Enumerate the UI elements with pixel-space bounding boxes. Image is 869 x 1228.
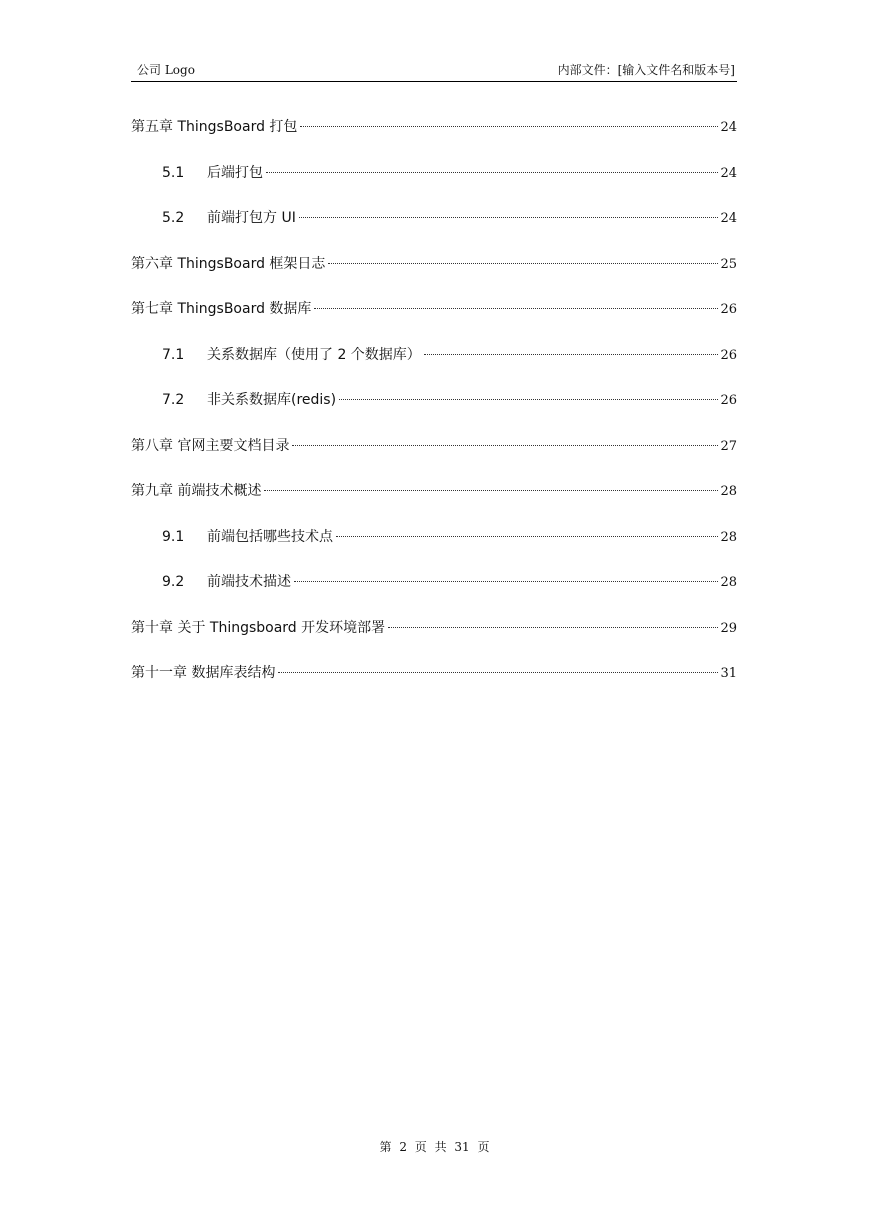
- toc-dot-leader: [336, 536, 718, 537]
- toc-entry-page-number: 28: [720, 484, 737, 499]
- toc-entry[interactable]: [131, 343, 737, 389]
- toc-entry[interactable]: [131, 616, 737, 662]
- toc-entry-title: 第十章 关于 Thingsboard 开发环境部署: [131, 619, 386, 636]
- toc-dot-leader: [328, 263, 718, 264]
- toc-entry[interactable]: [131, 661, 737, 707]
- toc-dot-leader: [292, 445, 718, 446]
- toc-dot-leader: [294, 581, 718, 582]
- toc-entry[interactable]: [131, 525, 737, 571]
- toc-dot-leader: [339, 399, 718, 400]
- table-of-contents: [131, 115, 737, 707]
- toc-entry-page-number: 31: [720, 666, 737, 681]
- toc-entry-number: 7.2: [162, 392, 185, 408]
- toc-entry-title: 第七章 ThingsBoard 数据库: [131, 301, 312, 317]
- toc-dot-leader: [300, 126, 718, 127]
- toc-entry-page-number: 29: [720, 620, 737, 636]
- toc-entry[interactable]: [131, 115, 737, 161]
- toc-entry-number: 9.2: [162, 574, 185, 590]
- toc-entry-title: 关系数据库（使用了 2 个数据库）: [207, 346, 421, 363]
- header-document-info: 内部文件：[输入文件名和版本号]: [557, 63, 735, 77]
- toc-entry[interactable]: [131, 206, 737, 252]
- toc-entry-page-number: 24: [720, 120, 737, 135]
- toc-entry-title: 第五章 ThingsBoard 打包: [131, 119, 298, 135]
- toc-entry[interactable]: [131, 570, 737, 616]
- page-header: [131, 61, 737, 82]
- toc-dot-leader: [299, 217, 719, 218]
- toc-dot-leader: [266, 172, 718, 173]
- toc-entry[interactable]: [131, 252, 737, 298]
- toc-entry-page-number: 26: [720, 347, 737, 363]
- toc-entry-title: 第六章 ThingsBoard 框架日志: [131, 255, 326, 272]
- toc-entry-page-number: 25: [720, 256, 737, 272]
- toc-entry[interactable]: [131, 161, 737, 207]
- page-footer: 第 2 页 共 31 页: [379, 1140, 490, 1154]
- toc-entry-page-number: 27: [720, 438, 737, 454]
- toc-dot-leader: [388, 627, 718, 628]
- toc-entry-title: 第九章 前端技术概述: [131, 483, 262, 499]
- toc-entry-number: 5.2: [162, 210, 185, 226]
- toc-dot-leader: [314, 308, 718, 309]
- toc-entry[interactable]: [131, 479, 737, 525]
- toc-dot-leader: [278, 672, 718, 673]
- header-company-logo-text: 公司 Logo: [137, 63, 195, 77]
- toc-entry-title: 前端技术描述: [207, 574, 291, 590]
- toc-entry-number: 7.1: [162, 346, 185, 363]
- toc-entry-title: 第十一章 数据库表结构: [131, 665, 276, 681]
- toc-entry[interactable]: [131, 434, 737, 480]
- toc-entry-page-number: 24: [720, 211, 737, 226]
- toc-entry-page-number: 26: [720, 302, 737, 317]
- toc-entry[interactable]: [131, 388, 737, 434]
- toc-entry[interactable]: [131, 297, 737, 343]
- toc-entry-page-number: 24: [720, 165, 737, 181]
- toc-entry-title: 后端打包: [207, 164, 263, 181]
- toc-entry-number: 9.1: [162, 528, 185, 545]
- toc-entry-title: 前端包括哪些技术点: [207, 528, 333, 545]
- toc-entry-page-number: 26: [720, 393, 737, 408]
- toc-entry-page-number: 28: [720, 529, 737, 545]
- toc-dot-leader: [264, 490, 718, 491]
- toc-entry-title: 前端打包方 UI: [207, 210, 296, 226]
- toc-entry-title: 第八章 官网主要文档目录: [131, 437, 290, 454]
- toc-entry-number: 5.1: [162, 164, 185, 181]
- toc-entry-title: 非关系数据库(redis): [207, 392, 337, 408]
- toc-entry-page-number: 28: [720, 575, 737, 590]
- toc-dot-leader: [424, 354, 719, 355]
